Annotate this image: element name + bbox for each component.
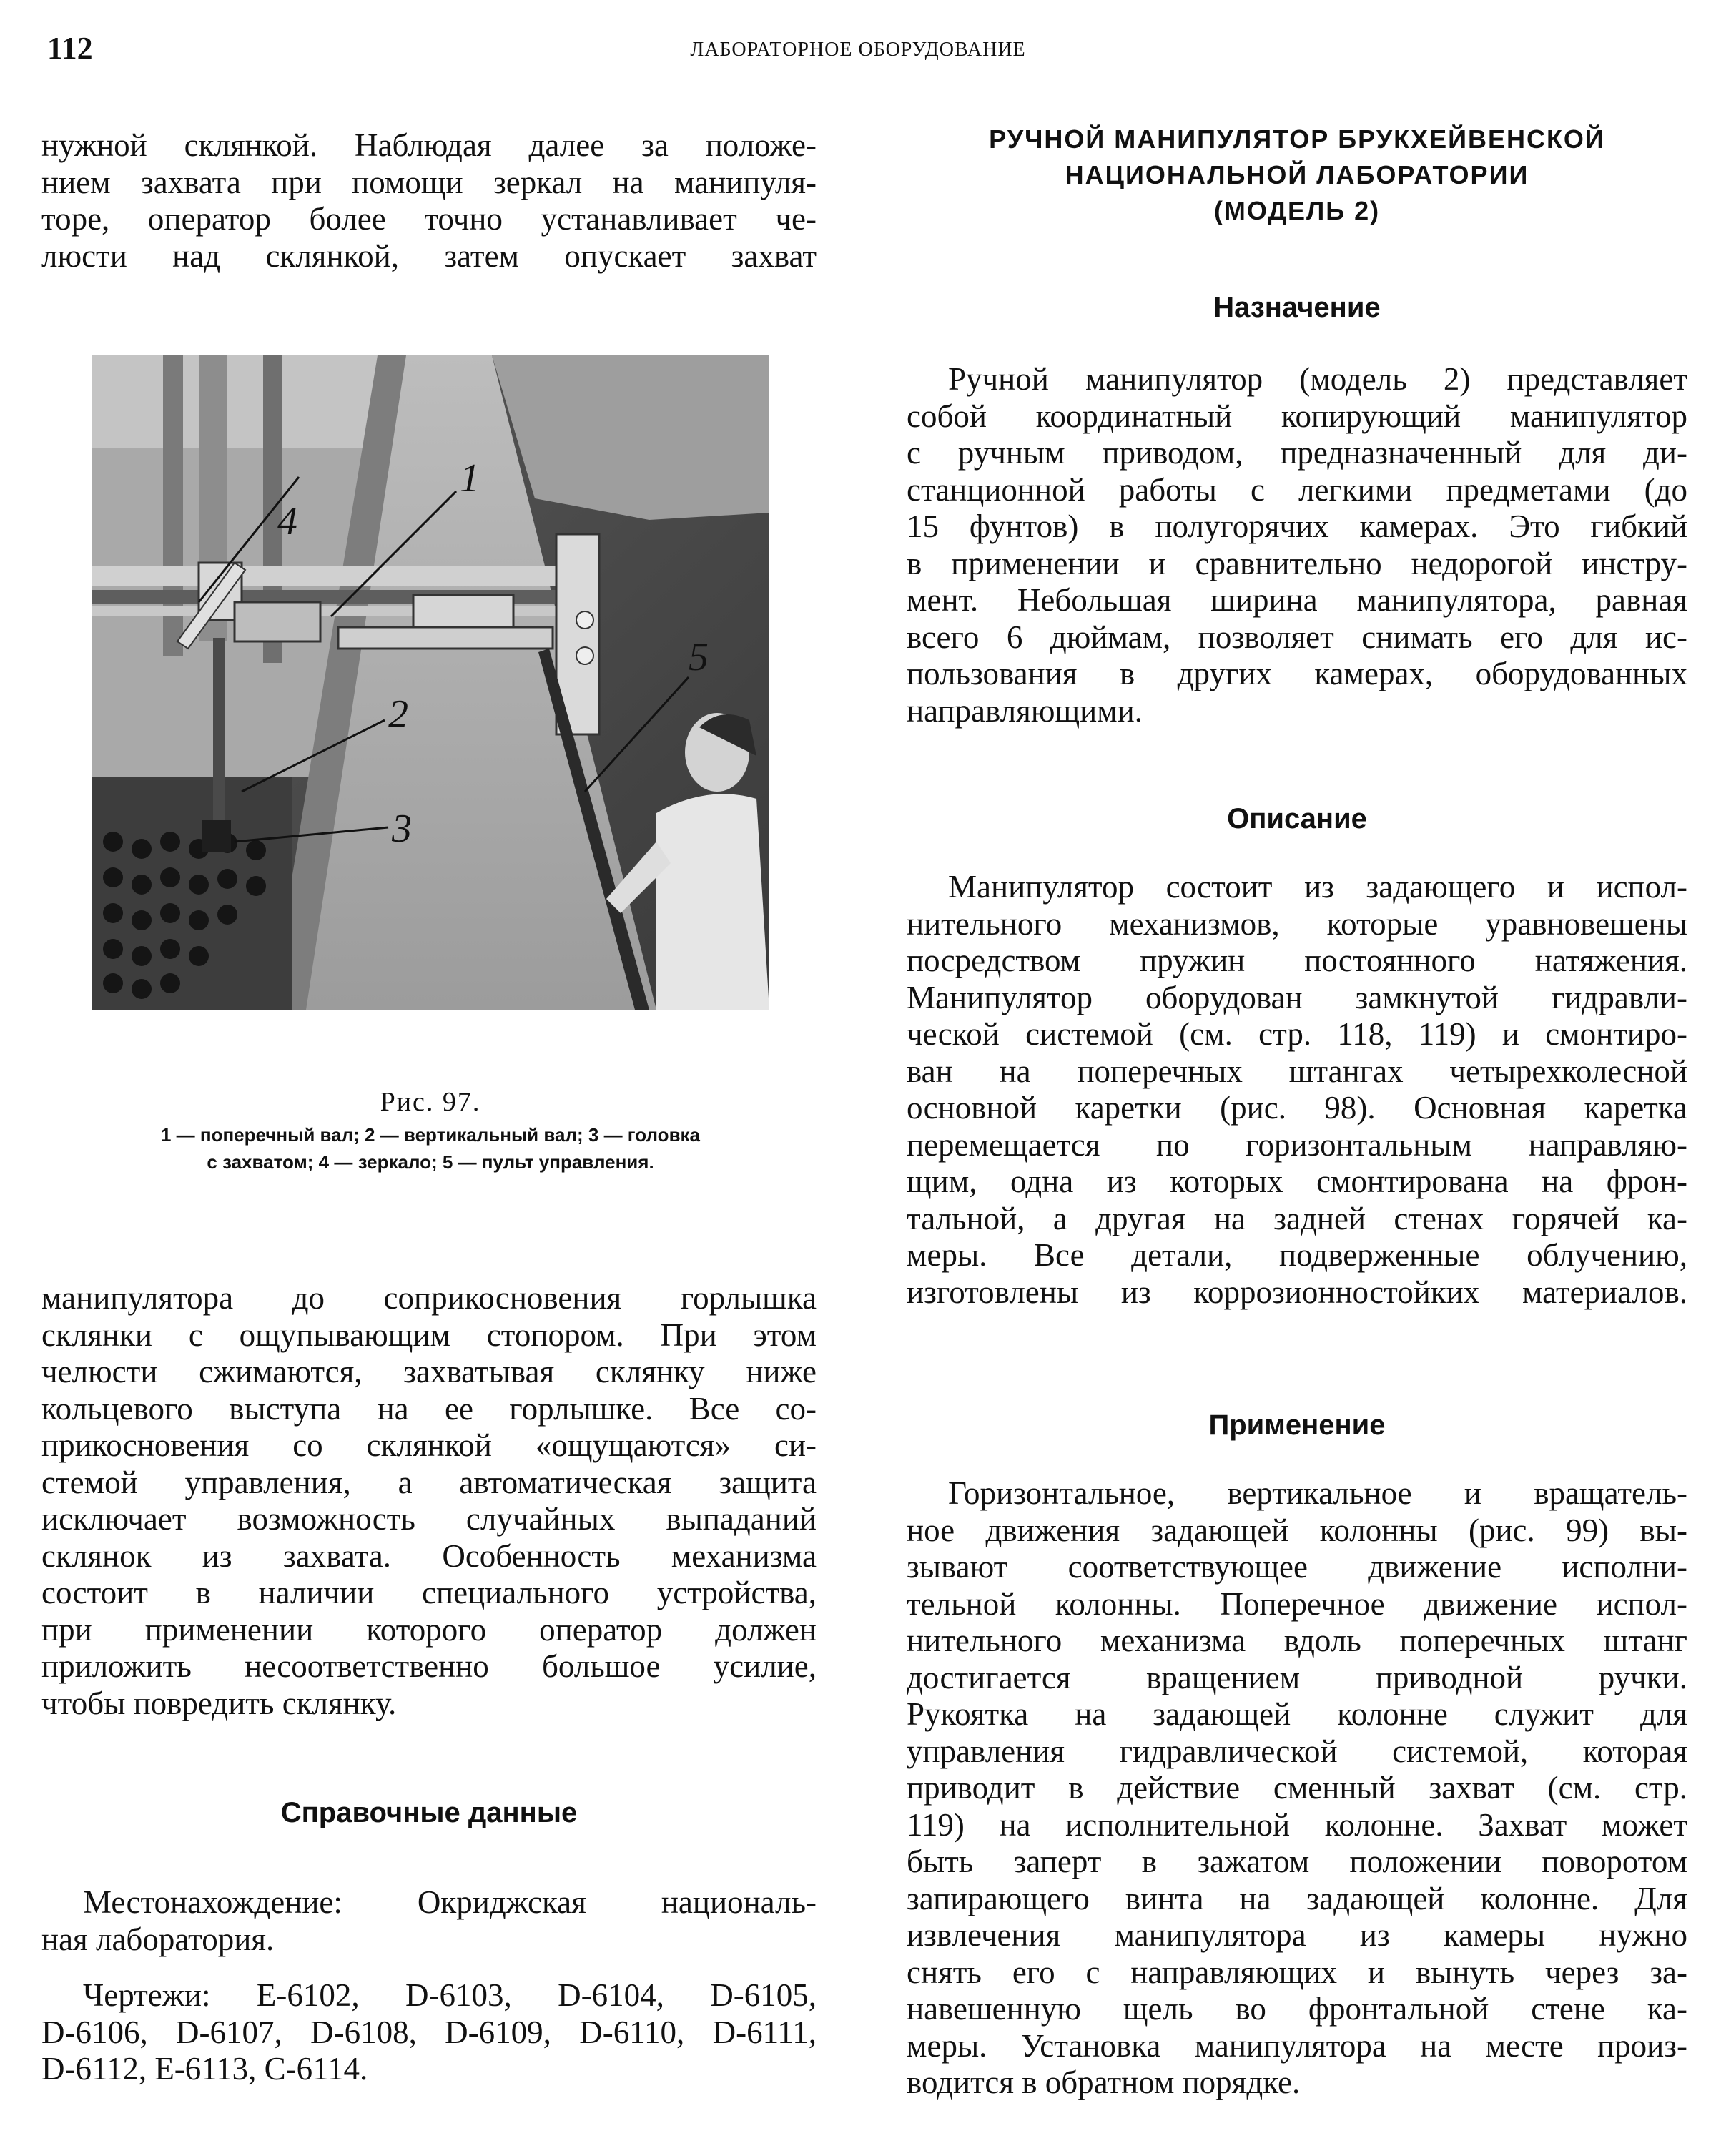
text-line: собой координатный копирующий манипулятор bbox=[907, 398, 1687, 434]
figure-97-photo bbox=[92, 355, 769, 1010]
figure-legend-line: с захватом; 4 — зеркало; 5 — пульт управления. bbox=[207, 1151, 654, 1173]
article-title-line: РУЧНОЙ МАНИПУЛЯТОР БРУКХЕЙВЕНСКОЙ bbox=[989, 124, 1605, 154]
text-line: нием захвата при помощи зеркал на манипуля- bbox=[41, 164, 817, 200]
purpose-paragraph bbox=[907, 361, 1687, 729]
text-line: челюсти сжимаются, захватывая склянку ниже bbox=[41, 1354, 817, 1389]
callout-5: 5 bbox=[689, 635, 709, 679]
article-title bbox=[907, 122, 1687, 229]
figure-legend bbox=[86, 1121, 775, 1176]
text-line: D-6106, D-6107, D-6108, D-6109, D-6110, D-6111, bbox=[41, 2014, 817, 2050]
article-title-line: (МОДЕЛЬ 2) bbox=[1213, 196, 1381, 225]
text-line: меры. Установка манипулятора на месте произ- bbox=[907, 2027, 1687, 2064]
text-line: нительного механизмов, которые уравновешены bbox=[907, 905, 1687, 942]
section-heading-application: Применение bbox=[1208, 1409, 1386, 1441]
text-line: кольцевого выступа на ее горлышке. Все со- bbox=[41, 1390, 817, 1427]
text-line: тельной колонны. Поперечное движение испол- bbox=[907, 1585, 1687, 1622]
figure-label: Рис. 97. bbox=[380, 1087, 481, 1117]
text-line: Ручной манипулятор (модель 2) представляет bbox=[948, 361, 1687, 397]
section-heading-description: Описание bbox=[1227, 803, 1367, 835]
text-line: управления гидравлической системой, которая bbox=[907, 1733, 1687, 1769]
text-line: приложить несоответственно большое усилие, bbox=[41, 1648, 817, 1684]
text-line: навешенную щель во фронтальной стене ка- bbox=[907, 1991, 1687, 2027]
text-line: станционной работы с легкими предметами (до bbox=[907, 471, 1687, 508]
text-line: при применении которого оператор должен bbox=[41, 1611, 817, 1648]
section-heading-reference: Справочные данные bbox=[280, 1797, 578, 1828]
text-line: основной каретки (рис. 98). Основная каретка bbox=[907, 1090, 1687, 1126]
text-line: меры. Все детали, подверженные облучению, bbox=[907, 1237, 1687, 1273]
text-line: запирающего винта на задающей колонне. Для bbox=[907, 1880, 1687, 1916]
callout-4: 4 bbox=[277, 499, 297, 543]
running-title: ЛАБОРАТОРНОЕ ОБОРУДОВАНИЕ bbox=[690, 39, 1026, 61]
text-line: с ручным приводом, предназначенный для ди- bbox=[907, 435, 1687, 471]
text-line: тальной, а другая на задней стенах горячей ка- bbox=[907, 1200, 1687, 1236]
text-line: в применении и сравнительно недорогой инстру- bbox=[907, 545, 1687, 581]
text-line: склянок из захвата. Особенность механизма bbox=[41, 1537, 817, 1574]
text-line: Чертежи: E-6102, D-6103, D-6104, D-6105, bbox=[83, 1977, 817, 2013]
text-line: D-6112, E-6113, C-6114. bbox=[41, 2051, 368, 2087]
text-line: изготовлены из коррозионностойких материалов. bbox=[907, 1274, 1687, 1310]
callout-1: 1 bbox=[460, 456, 480, 501]
text-line: торе, оператор более точно устанавливает че- bbox=[41, 201, 817, 237]
text-line: водится в обратном порядке. bbox=[907, 2064, 1301, 2100]
text-line: состоит в наличии специального устройства, bbox=[41, 1575, 817, 1610]
description-paragraph bbox=[907, 869, 1687, 1311]
text-line: нительного механизма вдоль поперечных штанг bbox=[907, 1623, 1687, 1658]
location-paragraph bbox=[41, 1884, 817, 1958]
text-line: посредством пружин постоянного натяжения. bbox=[907, 942, 1687, 978]
text-line: Манипулятор оборудован замкнутой гидравли- bbox=[907, 979, 1687, 1015]
text-line: всего 6 дюймам, позволяет снимать его для ис- bbox=[907, 619, 1687, 655]
text-line: ван на поперечных штангах четырехколесной bbox=[907, 1053, 1687, 1089]
figure-legend-line: 1 — поперечный вал; 2 — вертикальный вал; 3 — головка bbox=[160, 1124, 701, 1146]
text-line: прикосновения со склянкой «ощущаются» си- bbox=[41, 1427, 817, 1463]
text-line: склянки с ощупывающим стопором. При этом bbox=[41, 1316, 817, 1353]
text-line: извлечения манипулятора из камеры нужно bbox=[907, 1917, 1687, 1953]
text-line: достигается вращением приводной ручки. bbox=[907, 1659, 1687, 1695]
text-line: Горизонтальное, вертикальное и вращатель- bbox=[948, 1475, 1687, 1511]
text-line: 15 фунтов) в полугорячих камерах. Это гибкий bbox=[907, 508, 1687, 544]
article-title-line: НАЦИОНАЛЬНОЙ ЛАБОРАТОРИИ bbox=[1065, 160, 1529, 189]
text-line: пользования в других камерах, оборудованных bbox=[907, 656, 1687, 691]
callout-3: 3 bbox=[392, 807, 412, 851]
text-line: стемой управления, а автоматическая защита bbox=[41, 1464, 817, 1500]
text-line: Рукоятка на задающей колонне служит для bbox=[907, 1696, 1687, 1732]
text-line: мент. Небольшая ширина манипулятора, равная bbox=[907, 582, 1687, 618]
text-line: манипулятора до соприкосновения горлышка bbox=[41, 1280, 817, 1316]
text-line: ная лаборатория. bbox=[41, 1921, 275, 1957]
left-continuation-paragraph bbox=[41, 1280, 817, 1722]
text-line: снять его с направляющих и вынуть через за- bbox=[907, 1954, 1687, 1990]
application-paragraph bbox=[907, 1475, 1687, 2102]
text-line: люсти над склянкой, затем опускает захват bbox=[41, 237, 817, 274]
text-line: 119) на исполнительной колонне. Захват может bbox=[907, 1806, 1687, 1843]
text-line: исключает возможность случайных выпаданий bbox=[41, 1501, 817, 1537]
text-line: чтобы повредить склянку. bbox=[41, 1685, 397, 1721]
text-line: Местонахождение: Окриджская националь- bbox=[83, 1884, 817, 1920]
callout-2: 2 bbox=[388, 692, 408, 737]
page-number: 112 bbox=[47, 31, 93, 66]
text-line: ческой системой (см. стр. 118, 119) и смонтиро- bbox=[907, 1016, 1687, 1052]
text-line: направляющими. bbox=[907, 692, 1143, 729]
text-line: быть заперт в зажатом положении поворотом bbox=[907, 1844, 1687, 1879]
text-line: Манипулятор состоит из задающего и испол- bbox=[948, 869, 1687, 905]
left-top-paragraph bbox=[41, 127, 817, 275]
text-line: нужной склянкой. Наблюдая далее за положе- bbox=[41, 127, 817, 163]
drawings-paragraph bbox=[41, 1977, 817, 2088]
text-line: ное движения задающей колонны (рис. 99) вы- bbox=[907, 1512, 1687, 1548]
text-line: перемещается по горизонтальным направляю- bbox=[907, 1126, 1687, 1163]
text-line: зывают соответствующее движение исполни- bbox=[907, 1549, 1687, 1585]
text-line: приводит в действие сменный захват (см. стр. bbox=[907, 1770, 1687, 1806]
text-line: щим, одна из которых смонтирована на фрон- bbox=[907, 1163, 1687, 1199]
section-heading-purpose: Назначение bbox=[1213, 292, 1381, 323]
